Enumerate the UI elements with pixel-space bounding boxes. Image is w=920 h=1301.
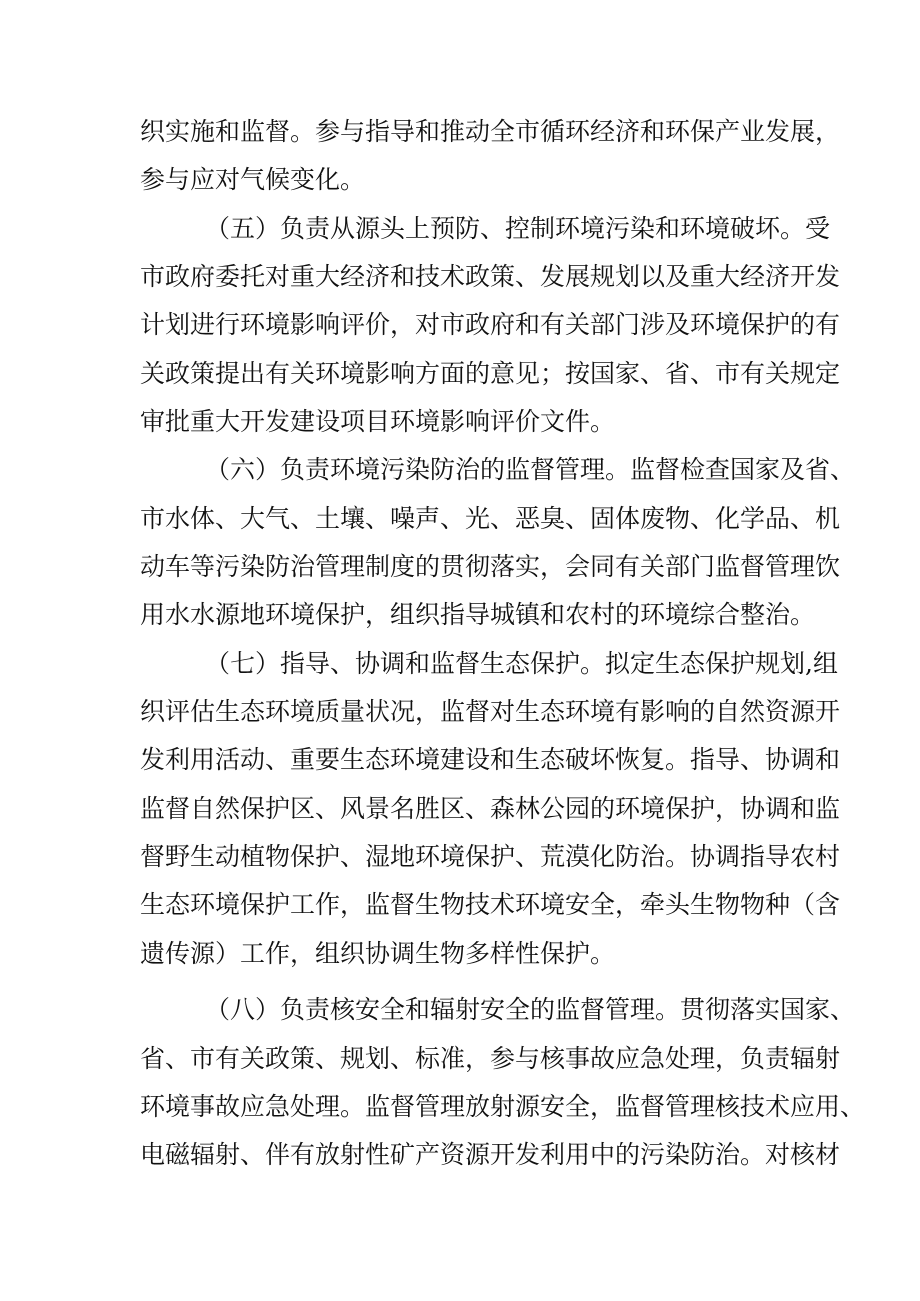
text-line: 计划进行环境影响评价，对市政府和有关部门涉及环境保护的有 [140, 310, 841, 339]
text-line: 遗传源）工作，组织协调生物多样性保护。 [140, 939, 616, 968]
text-line: 环境事故应急处理。监督管理放射源安全，监督管理核技术应用、 [140, 1092, 866, 1121]
paragraph-8-first-line: （八）负责核安全和辐射安全的监督管理。贯彻落实国家、 [205, 995, 856, 1024]
paragraph-6-first-line: （六）负责环境污染防治的监督管理。监督检查国家及省、 [205, 455, 856, 484]
text-line: 织实施和监督。参与指导和推动全市循环经济和环保产业发展， [140, 117, 841, 146]
text-line: 市水体、大气、土壤、噪声、光、恶臭、固体废物、化学品、机 [140, 504, 841, 533]
text-line: 生态环境保护工作，监督生物技术环境安全，牵头生物物种（含 [140, 890, 841, 919]
text-line: 市政府委托对重大经济和技术政策、发展规划以及重大经济开发 [140, 262, 841, 291]
text-line: 用水水源地环境保护，组织指导城镇和农村的环境综合整治。 [140, 600, 816, 629]
text-line: 发利用活动、重要生态环境建设和生态破坏恢复。指导、协调和 [140, 745, 841, 774]
text-line: 动车等污染防治管理制度的贯彻落实，会同有关部门监督管理饮 [140, 552, 841, 581]
text-line: 审批重大开发建设项目环境影响评价文件。 [140, 407, 616, 436]
paragraph-7-first-line: （七）指导、协调和监督生态保护。拟定生态保护规划,组 [205, 649, 838, 678]
text-line: 关政策提出有关环境影响方面的意见；按国家、省、市有关规定 [140, 359, 841, 388]
text-line: 电磁辐射、伴有放射性矿产资源开发利用中的污染防治。对核材 [140, 1140, 841, 1169]
text-line: 参与应对气候变化。 [140, 165, 366, 194]
text-line: 织评估生态环境质量状况，监督对生态环境有影响的自然资源开 [140, 697, 841, 726]
text-line: 监督自然保护区、风景名胜区、森林公园的环境保护，协调和监 [140, 794, 841, 823]
text-line: 督野生动植物保护、湿地环境保护、荒漠化防治。协调指导农村 [140, 842, 841, 871]
text-line: 省、市有关政策、规划、标准，参与核事故应急处理，负责辐射 [140, 1044, 841, 1073]
paragraph-5-first-line: （五）负责从源头上预防、控制环境污染和环境破坏。受 [205, 214, 831, 243]
